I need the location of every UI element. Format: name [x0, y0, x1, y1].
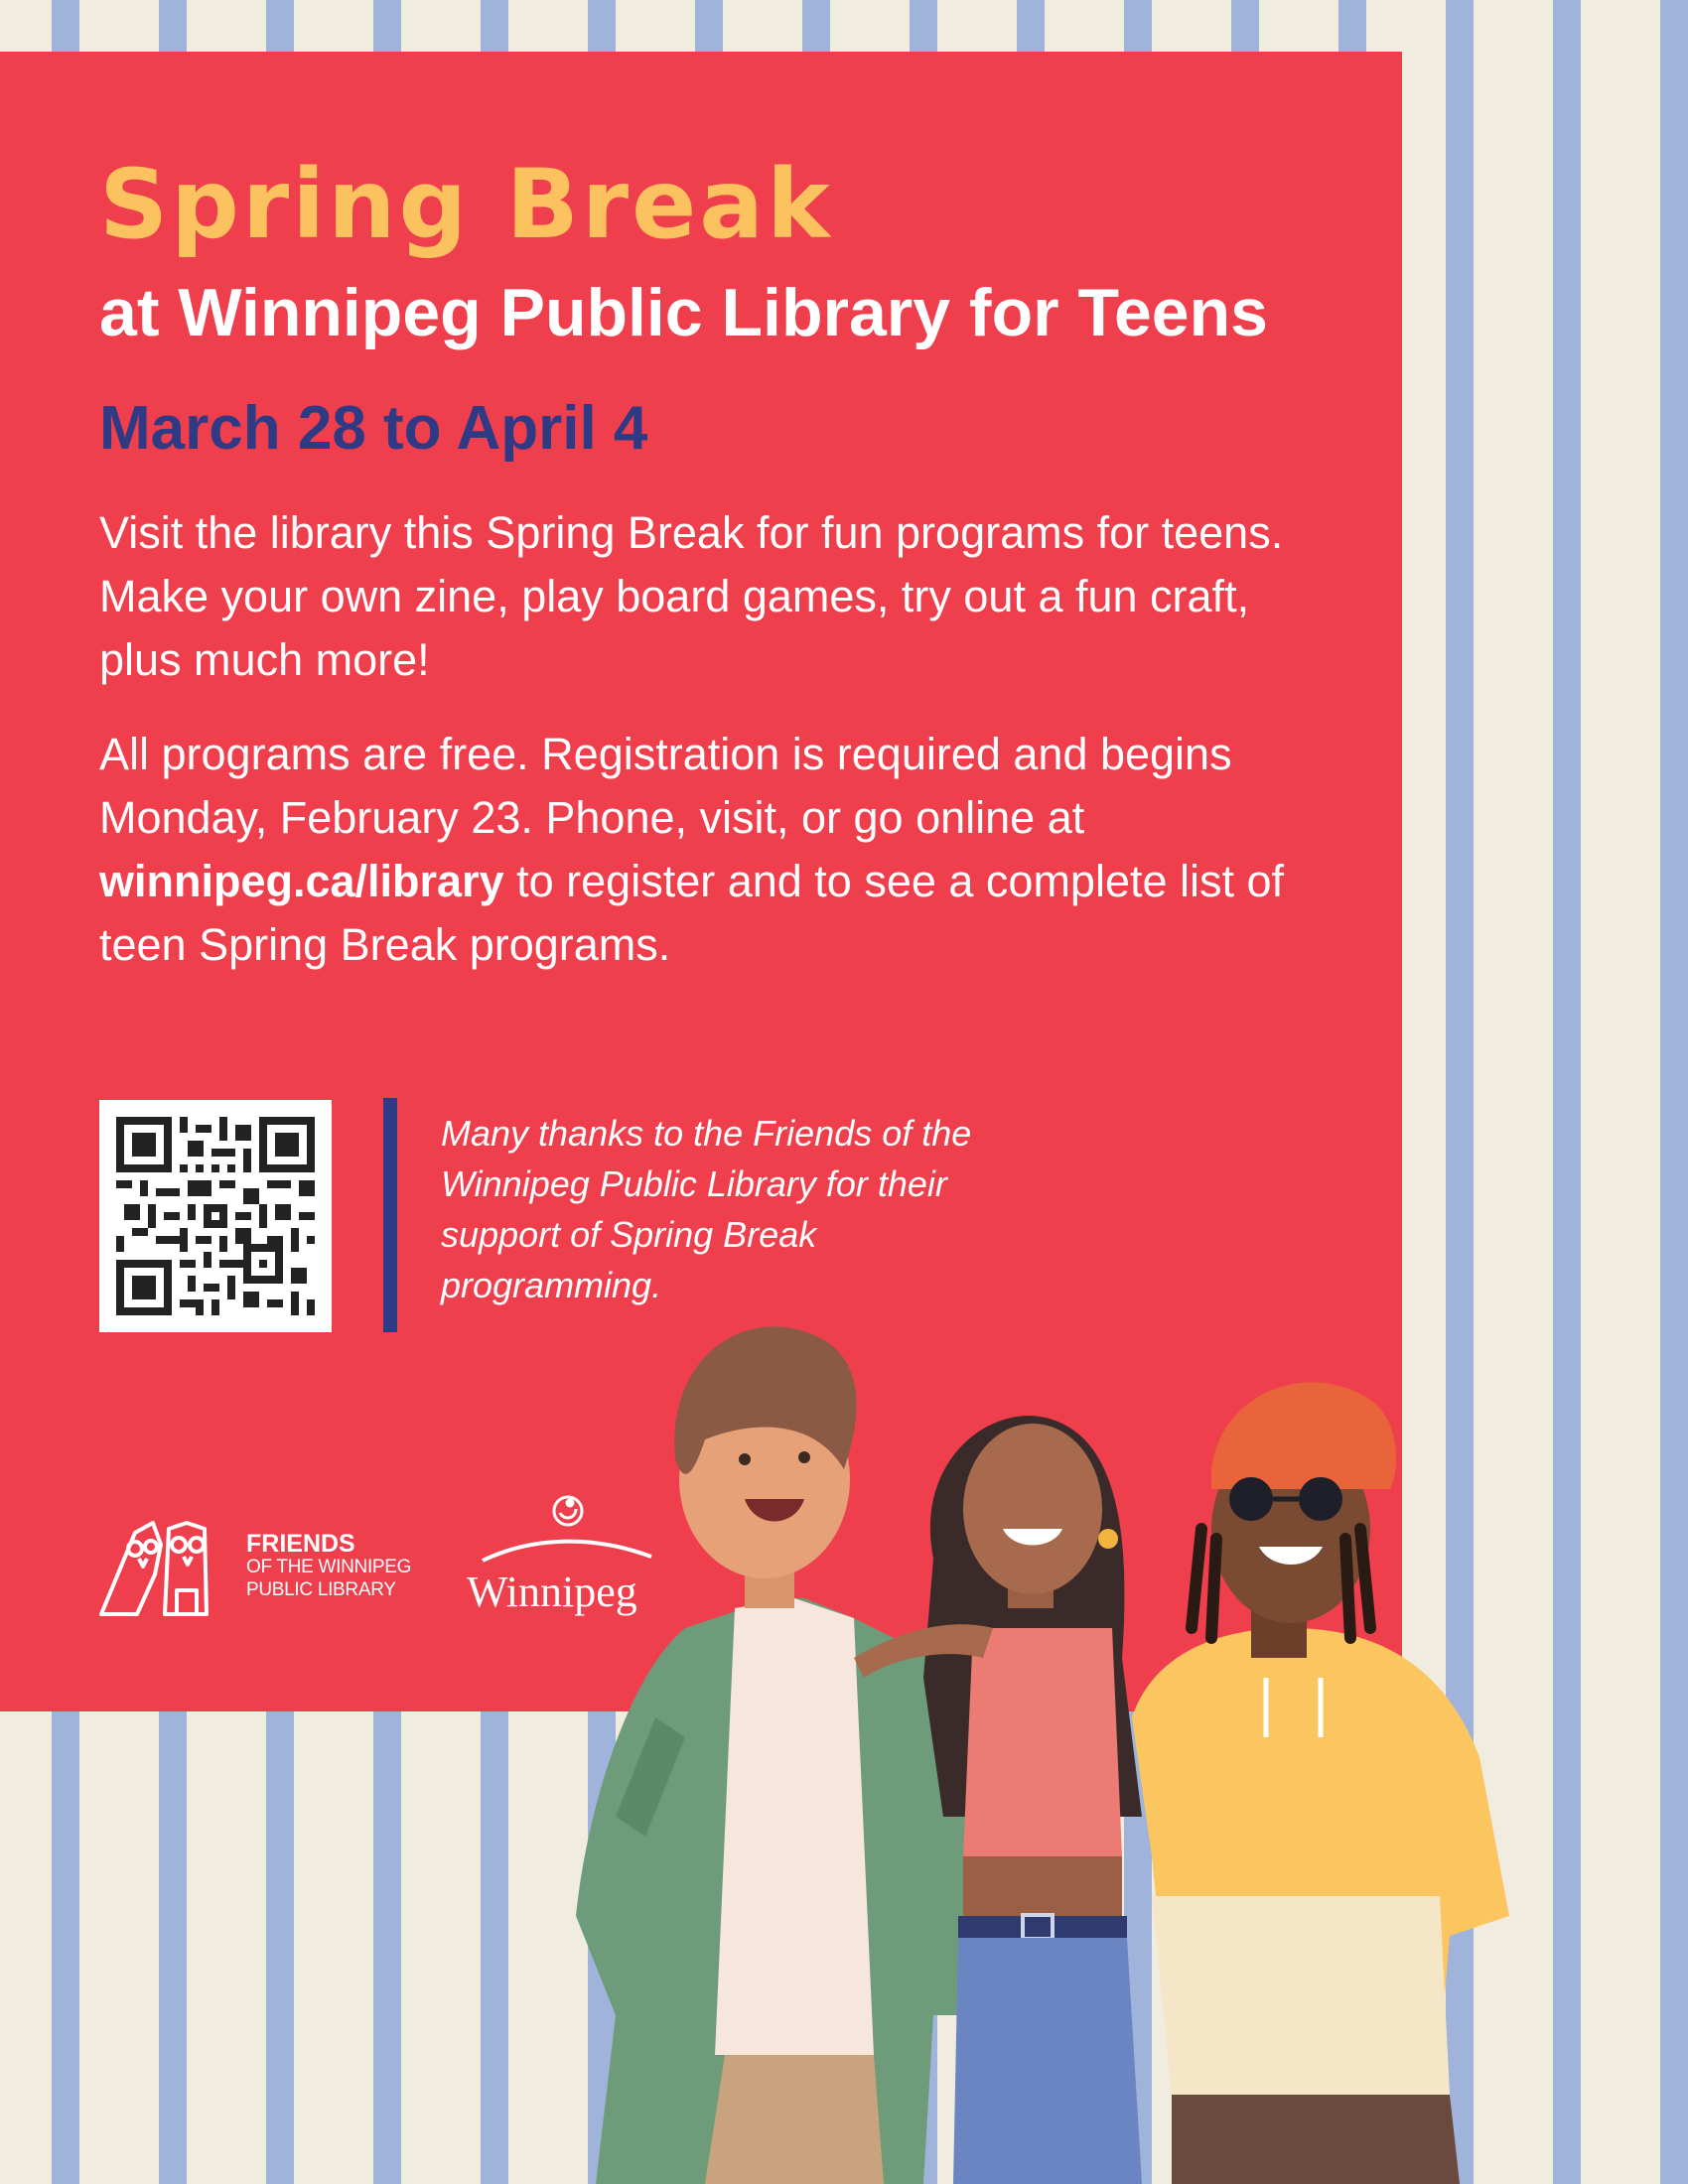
qr-code[interactable] — [99, 1100, 332, 1332]
flyer-subtitle: at Winnipeg Public Library for Teens — [99, 275, 1268, 350]
thanks-note: Many thanks to the Friends of the Winnipeg Public Library for their support of Spring Break programming. — [441, 1113, 972, 1305]
teen-boy-figure — [576, 1326, 983, 2184]
qr-code-icon — [116, 1117, 315, 1315]
divider-bar — [383, 1098, 397, 1332]
registration-paragraph — [99, 723, 1331, 977]
event-dates: March 28 to April 4 — [99, 394, 648, 463]
teen-right-figure — [1132, 1382, 1509, 2184]
owl-logo-icon — [95, 1515, 230, 1620]
friends-logo-text — [246, 1530, 412, 1601]
teens-illustration — [556, 1300, 1688, 2184]
library-website-link[interactable]: winnipeg.ca/library — [99, 856, 504, 906]
friends-line3: PUBLIC LIBRARY — [246, 1579, 396, 1600]
registration-text-end: to register and to see a complete list of teen Spring Break programs. — [99, 856, 1285, 970]
registration-text: All programs are free. Registration is required and begins Monday, February 23. Phone, visit, or go online at — [99, 729, 1232, 843]
winnipeg-wordmark: Winnipeg — [467, 1568, 637, 1616]
friends-line1: FRIENDS — [246, 1530, 355, 1558]
flyer-title: Spring Break — [99, 149, 833, 260]
intro-paragraph: Visit the library this Spring Break for fun programs for teens. Make your own zine, play board games, try out a fun craft, plus much more! — [99, 507, 1284, 685]
friends-line2: OF THE WINNIPEG — [246, 1557, 412, 1577]
